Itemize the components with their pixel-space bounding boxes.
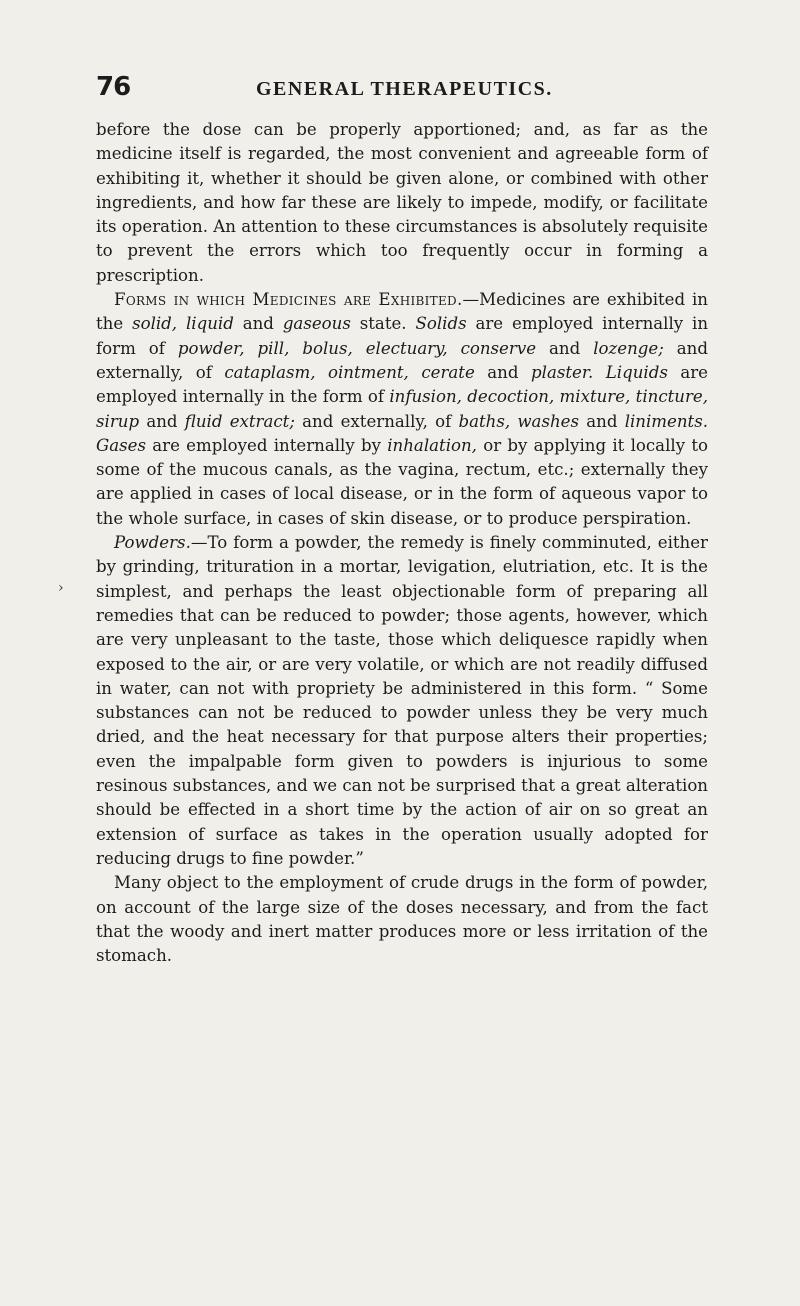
page-number: 76 bbox=[96, 72, 131, 102]
running-title: GENERAL THERAPEUTICS. bbox=[256, 78, 553, 100]
body-text bbox=[96, 118, 708, 968]
paragraph-crude-drugs: Many object to the employment of crude drugs in the form of powder, on account of the large size of the doses necessary, and from the fact that the woody and inert matter produces more or less irritation of the stomach. bbox=[96, 873, 708, 966]
paragraph-dose: before the dose can be properly apportioned; and, as far as the medicine itself is regarded, the most convenient and agreeable form of exhibiting it, whether it should be given alone, or combined with other ingredients, and how far these are likely to impede, modify, or facilitate its operation. An attention to these circumstances is absolutely requisite to prevent the errors which too frequently occur in forming a prescription. bbox=[96, 120, 708, 285]
paragraph-powders: Powders.—To form a powder, the remedy is finely comminuted, either by grinding, trituration in a mortar, levigation, elutriation, etc. It is the simplest, and perhaps the least objectionable form of preparing all remedies that can be reduced to powder; those agents, however, which are very unpleasant to the taste, those which deliquesce rapidly when exposed to the air, or are very volatile, or which are not readily diffused in water, can not with propriety be administered in this form. “ Some substances can not be reduced to powder unless they be very much dried, and the heat necessary for that purpose alters their properties; even the impalpable form given to powders is injurious to some resinous substances, and we can not be surprised that a great alteration should be effected in a short time by the action of air on so great an extension of surface as takes in the operation usually adopted for reducing drugs to fine powder.” bbox=[96, 533, 708, 868]
section-heading-powders: Powders. bbox=[114, 533, 191, 553]
paragraph-forms: Forms in which Medicines are Exhibited.—Medicines are exhibited in the solid, liquid and gaseous state. Solids are employed internally in form of powder, pill, bolus, electuary, conserve and lozenge; and externally, of cataplasm, ointment, cerate and plaster. Liquids are employed internally in the form of infusion, decoction, mixture, tincture, sirup and fluid extract; and externally, of baths, washes and liniments. Gases are employed internally by inhalation, or by applying it locally to some of the mucous canals, as the vagina, rectum, etc.; externally they are applied in cases of local disease, or in the form of aqueous vapor to the whole surface, in cases of skin disease, or to produce perspiration. bbox=[96, 290, 709, 528]
margin-mark: › bbox=[58, 580, 64, 596]
running-head bbox=[96, 72, 716, 112]
section-heading-forms: Forms in which Medicines are Exhibited. bbox=[114, 290, 463, 310]
